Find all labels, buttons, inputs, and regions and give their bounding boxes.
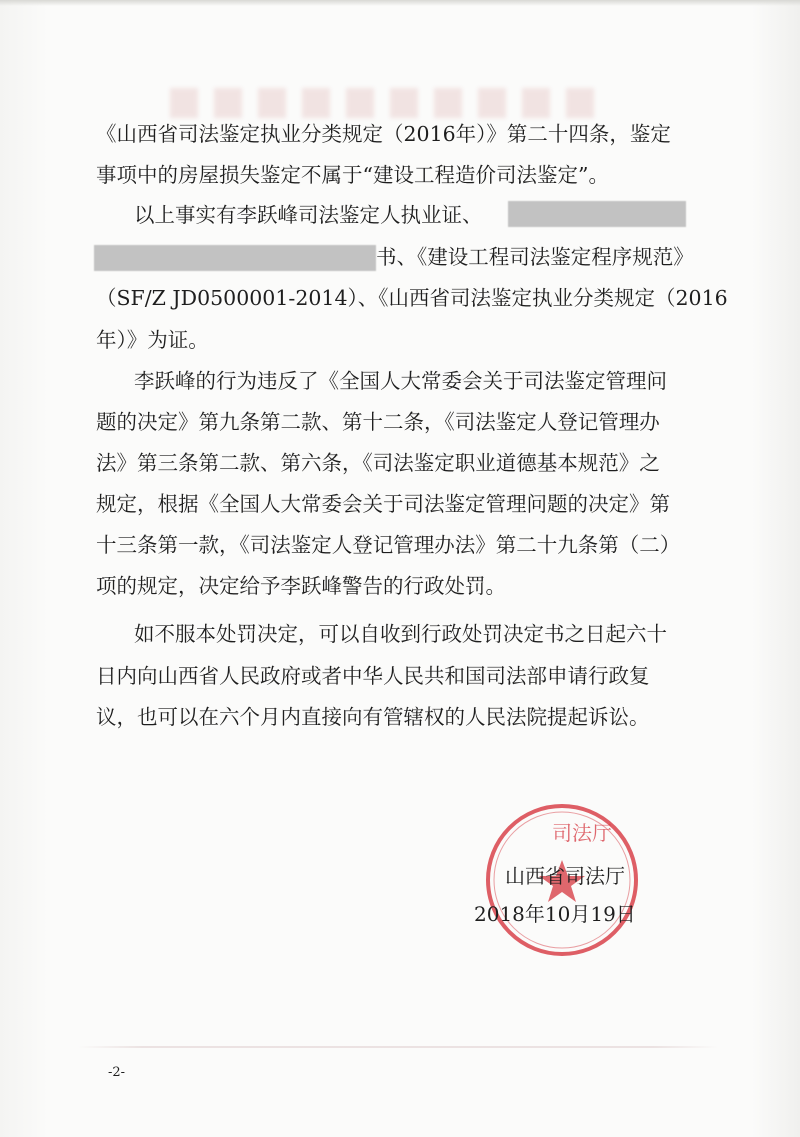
paragraph-line-12: 项的规定，决定给予李跃峰警告的行政处罚。	[96, 574, 506, 598]
scan-edge	[0, 0, 800, 6]
redaction-block	[94, 245, 376, 271]
issuer-name: 山西省司法厅	[505, 864, 625, 888]
paragraph-line-6: 年）》为证。	[96, 328, 209, 352]
seal-text: 司法厅	[552, 821, 612, 845]
paragraph-line-1: 《山西省司法鉴定执业分类规定（2016年）》第二十四条，鉴定	[96, 122, 671, 146]
paragraph-line-7: 李跃峰的行为违反了《全国人大常委会关于司法鉴定管理问	[134, 369, 667, 393]
redaction-block	[508, 201, 686, 227]
paragraph-line-9: 法》第三条第二款、第六条，《司法鉴定职业道德基本规范》之	[96, 451, 660, 475]
paragraph-line-11: 十三条第一款，《司法鉴定人登记管理办法》第二十九条第（二）	[96, 533, 681, 557]
paragraph-line-10: 规定，根据《全国人大常委会关于司法鉴定管理问题的决定》第	[96, 492, 670, 516]
paragraph-line-2: 事项中的房屋损失鉴定不属于“建设工程造价司法鉴定”。	[96, 163, 609, 187]
paragraph-line-15: 议，也可以在六个月内直接向有管辖权的人民法院提起诉讼。	[96, 705, 650, 729]
paragraph-line-5: （SF/Z JD0500001-2014）、《山西省司法鉴定执业分类规定（2016	[96, 286, 728, 310]
paragraph-line-13: 如不服本处罚决定，可以自收到行政处罚决定书之日起六十	[134, 622, 667, 646]
footer-rule	[78, 1046, 718, 1048]
paragraph-line-8: 题的决定》第九条第二款、第十二条，《司法鉴定人登记管理办	[96, 410, 660, 434]
paragraph-line-3: 以上事实有李跃峰司法鉴定人执业证、	[134, 203, 483, 227]
issue-date: 2018年10月19日	[474, 902, 636, 926]
page-number: -2-	[108, 1065, 126, 1080]
paragraph-line-14: 日内向山西省人民政府或者中华人民共和国司法部申请行政复	[96, 664, 650, 688]
paragraph-line-4: 书、《建设工程司法鉴定程序规范》	[376, 245, 694, 269]
